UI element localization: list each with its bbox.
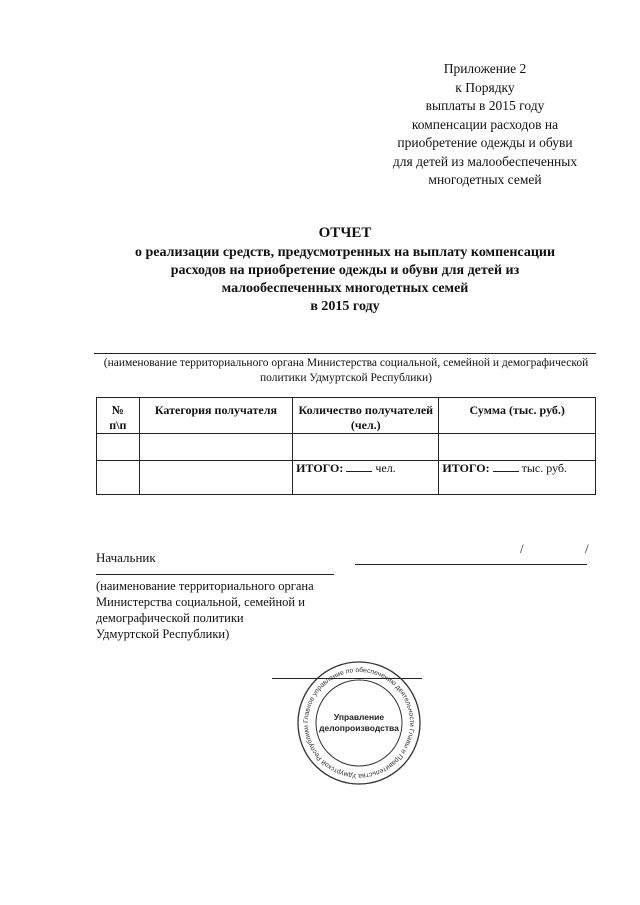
appendix-line: для детей из малообеспеченных xyxy=(392,153,578,169)
org-caption-line: (наименование территориального органа Министерства социальной, семейной и демографической xyxy=(103,357,589,369)
report-subtitle-line: о реализации средств, предусмотренных на выплату компенсации xyxy=(134,245,556,260)
stamp-center-line: делопроизводства xyxy=(319,723,399,733)
table-row xyxy=(97,434,596,461)
org-name-field-line[interactable] xyxy=(94,353,596,354)
total-count-unit: чел. xyxy=(375,461,396,475)
signature-separator: / xyxy=(585,541,589,556)
report-subtitle-line: в 2015 году xyxy=(310,299,380,314)
cell-number[interactable] xyxy=(97,434,140,461)
head-caption-line: демографической политики xyxy=(96,611,244,625)
stamp-ring-text: Главное управление по обеспечению деятельности Главы и Правительства Удмуртской Республики xyxy=(302,666,416,780)
header-number xyxy=(97,398,140,434)
appendix-line: компенсации расходов на xyxy=(411,116,559,132)
header-count: Количество получателей (чел.) xyxy=(293,398,439,434)
total-sum-unit: тыс. руб. xyxy=(521,461,568,475)
report-title-block xyxy=(80,224,610,316)
header-number-abbr: п\п xyxy=(109,418,127,432)
report-subtitle-line: расходов на приобретение одежды и обуви для детей из xyxy=(170,263,520,278)
table-total-row xyxy=(97,461,596,495)
total-count-label: ИТОГО: xyxy=(296,461,344,475)
total-sum-blank[interactable] xyxy=(493,461,519,472)
table-header-row xyxy=(97,398,596,434)
total-count-blank[interactable] xyxy=(346,461,372,472)
appendix-line: выплаты в 2015 году xyxy=(425,98,545,113)
appendix-line: приобретение одежды и обуви xyxy=(397,135,573,150)
appendix-line: Приложение 2 xyxy=(443,61,527,76)
cell-category[interactable] xyxy=(139,461,292,495)
cell-number[interactable] xyxy=(97,461,140,495)
report-subtitle-line: малообеспеченных многодетных семей xyxy=(221,281,469,296)
header-number-symbol: № xyxy=(111,403,124,417)
stamp-center-line: Управление xyxy=(333,712,385,722)
head-caption-line: (наименование территориального органа xyxy=(96,579,314,593)
head-org-caption xyxy=(96,578,356,642)
total-count-cell[interactable] xyxy=(293,461,439,495)
head-caption-line: Удмуртской Республики) xyxy=(96,627,230,641)
appendix-line: многодетных семей xyxy=(428,172,542,187)
signatory-position: Начальник xyxy=(96,550,156,565)
head-org-field-line[interactable] xyxy=(96,574,334,575)
head-caption-line: Министерства социальной, семейной и xyxy=(96,595,305,609)
signature-separator: / xyxy=(520,541,524,556)
cell-category[interactable] xyxy=(139,434,292,461)
header-sum: Сумма (тыс. руб.) xyxy=(439,398,596,434)
report-table xyxy=(96,397,596,495)
total-sum-cell[interactable] xyxy=(439,461,596,495)
appendix-reference xyxy=(370,60,600,190)
cell-sum[interactable] xyxy=(439,434,596,461)
header-category: Категория получателя xyxy=(139,398,292,434)
org-name-caption xyxy=(90,356,602,386)
org-caption-line: политики Удмуртской Республики) xyxy=(259,372,433,384)
total-sum-label: ИТОГО: xyxy=(442,461,490,475)
cell-count[interactable] xyxy=(293,434,439,461)
appendix-line: к Порядку xyxy=(455,79,515,95)
report-title: ОТЧЕТ xyxy=(318,225,372,241)
signature-field-line[interactable] xyxy=(355,554,587,565)
official-stamp xyxy=(296,660,422,786)
